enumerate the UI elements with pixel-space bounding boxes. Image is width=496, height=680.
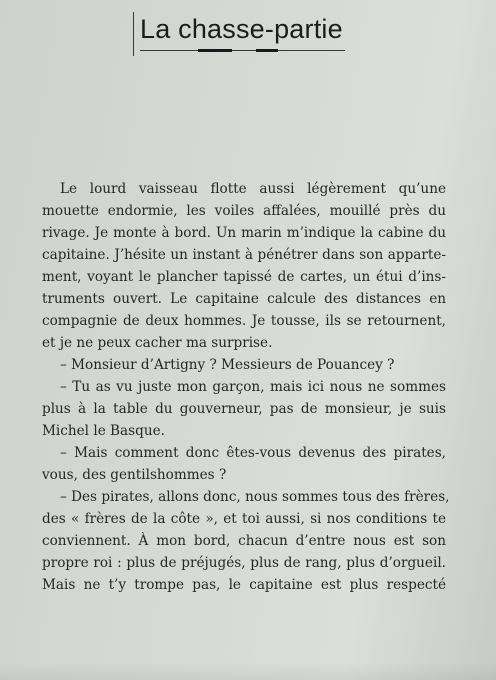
text-line: – Monsieur d’Artigny ? Messieurs de Pouancey ? xyxy=(60,357,395,373)
text-line: propre roi : plus de préjugés, plus de rang, plus d’orgueil. xyxy=(42,555,446,571)
body-text xyxy=(42,178,450,596)
text-line: et je ne peux cacher ma surprise. xyxy=(42,335,273,351)
title-vertical-rule xyxy=(133,12,134,56)
title-ornament-bar xyxy=(198,49,232,52)
text-line: conviennent. À mon bord, chacun d’entre nous est son xyxy=(42,533,446,549)
text-line: compagnie de deux hommes. Je tousse, ils se retournent, xyxy=(42,313,446,329)
title-ornament-bar xyxy=(256,49,278,52)
text-line: – Mais comment donc êtes-vous devenus des pirates, xyxy=(60,445,446,461)
text-line: Le lourd vaisseau flotte aussi légèrement qu’une xyxy=(60,181,446,197)
text-line: Michel le Basque. xyxy=(42,423,165,439)
text-line: Mais ne t’y trompe pas, le capitaine est plus respecté xyxy=(42,577,446,593)
text-line: ment, voyant le plancher tapissé de cartes, un étui d’ins- xyxy=(42,269,446,285)
title-underline xyxy=(140,50,345,51)
text-line: – Tu as vu juste mon garçon, mais ici nous ne sommes xyxy=(60,379,446,395)
text-line: vous, des gentilshommes ? xyxy=(42,467,227,483)
text-line: rivage. Je monte à bord. Un marin m’indique la cabine du xyxy=(42,225,446,241)
text-line: des « frères de la côte », et toi aussi, si nos conditions te xyxy=(42,511,446,527)
chapter-title: La chasse-partie xyxy=(140,14,343,44)
text-line: – Des pirates, allons donc, nous sommes tous des frères, xyxy=(60,489,450,505)
text-line: truments ouvert. Le capitaine calcule des distances en xyxy=(42,291,446,307)
text-line: plus à la table du gouverneur, pas de monsieur, je suis xyxy=(42,401,446,417)
text-line: capitaine. J’hésite un instant à pénétrer dans son apparte- xyxy=(42,247,446,263)
page-shadow xyxy=(0,662,496,680)
text-line: mouette endormie, les voiles affalées, mouillé près du xyxy=(42,203,446,219)
